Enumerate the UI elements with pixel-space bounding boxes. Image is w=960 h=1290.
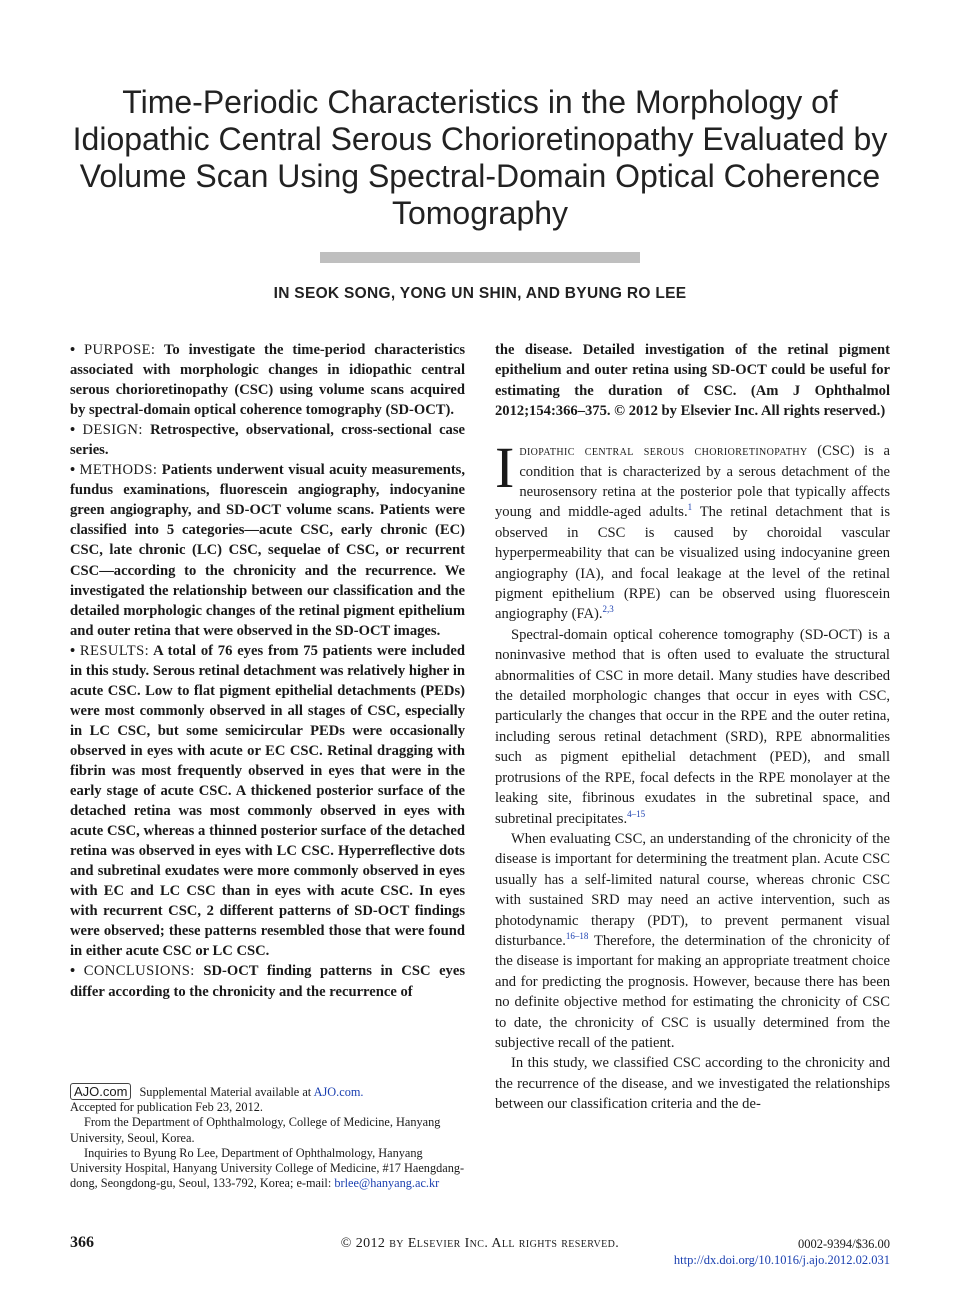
author-list: IN SEOK SONG, YONG UN SHIN, AND BYUNG RO LEE bbox=[273, 285, 687, 302]
abstract-results: • RESULTS: A total of 76 eyes from 75 patients were included in this study. Serous retinal detachment was relatively higher in acute CSC. Low to flat pigment epithelial detachments (PEDs) were most commonly observed in all stages of CSC, especially in LC CSC, but some semicircular PEDs were occasionally observed in eyes with acute or EC CSC. Retinal dragging with fibrin was most frequently observed in eyes that were in the early stage of acute CSC. A thickened posterior surface of the detached retina was most commonly observed in eyes with acute CSC, whereas a thinned posterior surface of the detached retina was observed in eyes with LC CSC. Hyperreflective dots and subretinal exudates were more commonly observed in eyes with EC and LC CSC than in eyes with acute CSC. In eyes with recurrent CSC, 2 different patterns of SD-OCT findings were observed; these patterns resembled those that were found in either acute CSC or LC CSC. bbox=[70, 642, 466, 960]
design-label: DESIGN: bbox=[82, 422, 143, 439]
inquiries-note bbox=[70, 1146, 465, 1192]
drop-cap: I bbox=[495, 435, 515, 501]
inquiries-text: Inquiries to Byung Ro Lee, Department of Ophthalmology, Hanyang University Hospital, Hanyang University College of Medicine, #17 Haengdang-dong, Seongdong-gu, Seoul, 133-792, Korea; e-mail: bbox=[70, 1145, 465, 1191]
article-title: Time-Periodic Characteristics in the Morphology of Idiopathic Central Serous Chorioretinopathy Evaluated by Volume Scan Using Spectral-Domain Optical Coherence Tomography bbox=[72, 84, 888, 231]
abstract-column bbox=[70, 340, 465, 1002]
reference-link[interactable]: 16–18 bbox=[565, 931, 589, 942]
reference-link[interactable]: 4–15 bbox=[627, 808, 646, 819]
methods-text: Patients underwent visual acuity measurements, fundus examinations, fluorescein angiography, indocyanine green angiography, and SD-OCT volume scans. Patients were classified into 5 categories—acute CSC, early chronic (EC) CSC, late chronic (LC) CSC, sequelae of CSC, or recurrent CSC—according to the chronicity and the recurrence. We investigated the relationship between our classification and the detailed morphologic changes of the retinal pigment epithelium and outer retina that were observed in the SD-OCT images. bbox=[70, 462, 466, 639]
intro-smallcaps: diopathic central serous chorioretinopathy bbox=[519, 443, 808, 460]
purpose-text: To investigate the time-period characteristics associated with morphologic changes in idiopathic central serous chorioretinopathy (CSC) using volume scans acquired by spectral-domain optical coherence tomography (SD-OCT). bbox=[70, 342, 466, 419]
title-divider-bar bbox=[320, 252, 640, 263]
abstract-continuation bbox=[495, 340, 890, 421]
para2-text: Spectral-domain optical coherence tomography (SD-OCT) is a noninvasive method that is often used to evaluate the structural abnormalities of CSC in more detail. Many studies have described the detailed morphologic changes that occur in eyes with CSC, particularly the changes that occur in the RPE and the outer retina, including serous retinal detachment (SRD), RPE abnormalities such as pigment epithelial detachment (PED), and small protrusions of the RPE, focal defects in the RPE monolayer at the leaking site, fibrinous exudates in the subretinal space, and subretinal precipitates. bbox=[495, 626, 890, 827]
supplemental-link[interactable]: AJO.com. bbox=[313, 1084, 364, 1099]
intro-text-a: (CSC) is a condition that is characterized by a serous detachment of the neurosensory retina at the posterior pole that typically affects young and middle-aged adults. bbox=[495, 443, 890, 521]
intro-text-b: The retinal detachment that is observed in CSC is caused by choroidal vascular hyperpermeability that can be visualized using indocyanine green angiography (IA), and focal leakage at the level of the retinal pigment epithelium (RPE) can be observed using fluorescein angiography (FA). bbox=[495, 504, 890, 623]
para3-text-a: When evaluating CSC, an understanding of the chronicity of the disease is important for determining the treatment plan. Acute CSC usually has a self-limited natural course, whereas chronic CSC with sustained SRD may need an active intervention, such as photodynamic therapy (PDT), to prevent permanent visual disturbance. bbox=[495, 830, 890, 949]
intro-paragraph-4: In this study, we classified CSC according to the chronicity and the recurrence of the disease, and we investigated the relationships between our classification criteria and the de- bbox=[495, 1055, 890, 1113]
abstract-purpose: • PURPOSE: To investigate the time-period characteristics associated with morphologic changes in idiopathic central serous chorioretinopathy (CSC) using volume scans acquired by spectral-domain optical coherence tomography (SD-OCT). bbox=[70, 342, 466, 419]
issn-doi-block bbox=[674, 1236, 890, 1268]
intro-paragraph-2 bbox=[495, 625, 890, 829]
footnotes bbox=[70, 1083, 465, 1192]
purpose-label: PURPOSE: bbox=[84, 342, 156, 358]
body-column bbox=[495, 340, 890, 1115]
affiliation-note: From the Department of Ophthalmology, College of Medicine, Hanyang University, Seoul, Korea. bbox=[70, 1115, 441, 1145]
conclusions-label: CONCLUSIONS: bbox=[83, 963, 195, 980]
design-text: Retrospective, observational, cross-sectional case series. bbox=[70, 422, 465, 459]
email-link[interactable]: brlee@hanyang.ac.kr bbox=[334, 1176, 440, 1191]
abstract-continued-text: the disease. Detailed investigation of the retinal pigment epithelium and outer retina using SD-OCT could be useful for estimating the duration of CSC. bbox=[495, 342, 890, 399]
reference-link[interactable]: 2,3 bbox=[602, 604, 614, 615]
doi-link[interactable]: http://dx.doi.org/10.1016/j.ajo.2012.02.031 bbox=[673, 1253, 890, 1267]
conclusions-text: SD-OCT finding patterns in CSC eyes differ according to the chronicity and the recurrence of bbox=[70, 963, 466, 1000]
abstract-citation: (Am J Ophthalmol 2012;154:366–375. © 2012 by Elsevier Inc. All rights reserved.) bbox=[495, 382, 891, 419]
supplemental-note bbox=[70, 1083, 465, 1100]
supplemental-prefix: Supplemental Material available at bbox=[139, 1084, 312, 1099]
accepted-date: Accepted for publication Feb 23, 2012. bbox=[70, 1100, 263, 1114]
methods-label: METHODS: bbox=[79, 462, 158, 479]
abstract-conclusions: • CONCLUSIONS: SD-OCT finding patterns in CSC eyes differ according to the chronicity and the recurrence of bbox=[70, 963, 466, 1000]
results-text: A total of 76 eyes from 75 patients were included in this study. Serous retinal detachment was relatively higher in acute CSC. Low to flat pigment epithelial detachments (PEDs) were most commonly observed in all stages of CSC, especially in LC CSC, but some semicircular PEDs were occasionally observed in eyes with acute or EC CSC. Retinal dragging with fibrin was most frequently observed in eyes that were in the early stage of acute CSC. A thickened posterior surface of the detached retina was most commonly observed in eyes with acute CSC, whereas a thinned posterior surface of the detached retina was observed in eyes with LC CSC. Hyperreflective dots and subretinal exudates were more commonly observed in eyes with EC and LC CSC than in eyes with acute CSC. In eyes with recurrent CSC, 2 different patterns of SD-OCT findings were observed; these patterns resembled those that were found in either acute CSC or LC CSC. bbox=[70, 642, 466, 960]
intro-paragraph-1 bbox=[495, 435, 890, 625]
issn-price: 0002-9394/$36.00 bbox=[797, 1237, 890, 1251]
reference-link[interactable]: 1 bbox=[687, 502, 693, 513]
abstract-design: • DESIGN: Retrospective, observational, cross-sectional case series. bbox=[70, 422, 465, 459]
page-number: 366 bbox=[70, 1234, 94, 1251]
para3-text-b: Therefore, the determination of the chronicity of the disease is important for making an appropriate treatment choice and for predicting the prognosis. However, because there has been no definite objective method for estimating the chronicity of CSC to date, the chronicity of CSC is usually determined from the subjective recall of the patient. bbox=[495, 932, 891, 1051]
results-label: RESULTS: bbox=[79, 642, 150, 659]
copyright-line: © 2012 by Elsevier Inc. All rights reserved. bbox=[340, 1236, 620, 1251]
abstract-methods: • METHODS: Patients underwent visual acuity measurements, fundus examinations, fluorescein angiography, indocyanine green angiography, and SD-OCT volume scans. Patients were classified into 5 categories—acute CSC, early chronic (EC) CSC, late chronic (LC) CSC, sequelae of CSC, or recurrent CSC—according to the chronicity and the recurrence. We investigated the relationship between our classification and the detailed morphologic changes of the retinal pigment epithelium and outer retina that were observed in the SD-OCT images. bbox=[70, 462, 466, 639]
ajo-logo: AJO.com bbox=[70, 1083, 131, 1100]
intro-paragraph-3 bbox=[495, 829, 890, 1053]
